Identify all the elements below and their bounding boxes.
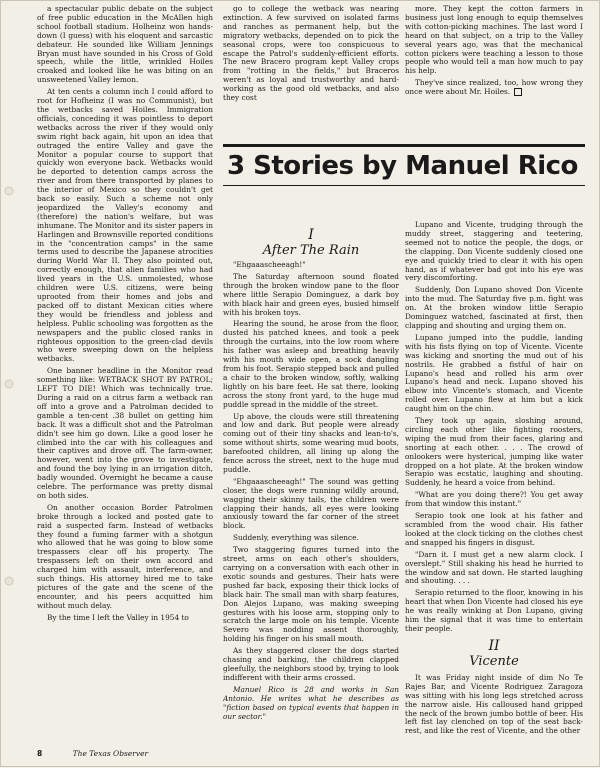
end-mark-icon xyxy=(514,88,522,96)
paragraph: "Ehgaaascheeagh!" xyxy=(233,260,306,269)
publication-name: The Texas Observer xyxy=(72,749,149,758)
paragraph: They took up again, sloshing around, circling each other like fighting roosters, wiping the mud from their faces, glaring and snorting at each other. . . . The crowd of onlookers were hysterical, jumping like water dropped on a hot plate. At the broken window Serapio was ecstatic, laughing and shouting. Suddenly, he heard a voice from behind. xyxy=(405,416,583,488)
paragraph: "Darn it. I must get a new alarm clock. I overslept." Still shaking his head he hurried to the window and sat down. He started laughing and shouting. . . . xyxy=(405,549,583,586)
page-headline: 3 Stories by Manuel Rico xyxy=(227,151,578,181)
paragraph: As they staggered closer the dogs started chasing and barking, the children clapped gleefully, the neighbors stood by, trying to look indifferent with their arms crossed. xyxy=(223,646,399,682)
article-column-2-top xyxy=(223,5,399,140)
paragraph: Serapio took one look at his father and scrambled from the wood chair. His father looked at the clock ticking on the clothes chest and snapped his fingers in disgust. xyxy=(405,511,583,547)
headline-bottom-rule xyxy=(223,185,585,186)
paragraph: One banner headline in the Monitor read something like: WETBACK SHOT BY PATROL; LEFT TO DIE! Which was technically true. During a raid on a citrus farm a wetback ran off into a grove and a Patrolman decided to gamble a ten-cent .38 bullet on getting him back. It was a difficult shot and the Patrolman didn't see him go down. Like a good loser he climbed into the car with his colleagues and their captives and drove off. The farm-owner, however, went into the grove to investigate, and found the boy lying in an irrigation ditch, badly wounded. Overnight he became a cause celebre. The performance was pretty dismal on both sides. xyxy=(37,366,213,500)
story-column-3 xyxy=(405,221,583,743)
story-2-heading xyxy=(405,638,583,670)
page-footer xyxy=(37,749,213,758)
story-1-number: I xyxy=(308,227,314,243)
paragraph: Two staggering figures turned into the street, arms on each other's shoulders, carrying on a conversation with each other in exotic sounds and gestures. Their hats were pushed far back, exposing their thick locks of black hair. The small man with sharp features, Don Alejos Lupano, was making sweeping gestures with his loose arm, stopping only to scratch the large mole on his temple. Vicente Severo was nodding assent thoroughly, holding his finger on his small mouth. xyxy=(223,545,399,644)
paragraph: Serapio returned to the floor, knowing in his heart that when Don Vicente had closed his eye he was really winking at Don Lupano, giving him the signal that it was time to entertain their people. xyxy=(405,588,583,633)
closing-paragraph-text: They've since realized, too, how wrong they once were about Mr. Hoiles. xyxy=(405,78,583,97)
paragraph: It was Friday night inside of dim No Te Rajes Bar, and Vicente Rodriguez Zaragoza was sitting with his long legs stretched across the narrow aisle. His calloused hand gripped the neck of the brown jumbo bottle of beer. His left fist lay clenched on top of the seat back-rest, and like the rest of Vicente, and the other xyxy=(405,672,583,736)
paragraph: Suddenly, everything was silence. xyxy=(233,533,359,543)
paragraph: "What are you doing there?! You get away from that window this instant." xyxy=(405,490,583,509)
paragraph: more. They kept the cotton farmers in business just long enough to equip themselves with cotton-picking machines. The last word I heard on that subject, on a trip to the Valley several years ago, was that the mechanical cotton pickers were teaching a lesson to those people who would tell a man how much to pay his help. xyxy=(405,5,583,76)
paragraph: Lupano and Vicente, trudging through the muddy street, staggering and teetering, seemed not to notice the people, the dogs, or the clapping. Don Vicente suddenly closed one eye and quickly tried to clear it with his open hand, as if whatever bad got into his eye was very discomforting. xyxy=(405,221,583,283)
paragraph xyxy=(405,79,583,97)
paragraph: Up above, the clouds were still threatening and low and dark. But people were already coming out of their tiny shacks and lean-to's, some without shirts, some wearing mud boots, barefooted children, all lining up along the fence across the street, next to the huge mud puddle. xyxy=(223,411,399,474)
author-bio: Manuel Rico is 28 and works in San Antonio. He writes what he describes as "fiction based on typical events that happen in our sector." xyxy=(223,684,399,721)
paragraph: Suddenly, Don Lupano shoved Don Vicente into the mud. The Saturday five p.m. fight was on. At the broken window little Serapio Dominguez watched, fascinated at first, then clapping and shouting and urging them on. xyxy=(405,285,583,330)
paragraph: At ten cents a column inch I could afford to root for Hofheinz (I was no Communist), but the wetbacks saved Hoiles. Immigration officials, conceding it was pointless to deport wetbacks across the river if they would only swim right back again, hit upon an idea that outraged the entire Valley and gave the Monitor a popular course to support that quickly won everyone back. Wetbacks would be deported to detention camps across the river and from there transported by planes to the interior of Mexico so they couldn't get back so easily. Such a scheme not only jeopardized the Valley's economy and (therefore) the nation's welfare, but was inhumane. The Monitor and its sister papers in Harlingen and Brownsville reported conditions in the "concentration camps" in the same terms used to describe the Japanese atrocities during World War II. They also pointed out, correctly enough, that alien families who had lived years in the U.S. unmolested, whose children were U.S. citizens, were being uprooted from their homes and jobs and packed off to distant Mexican cities where they would be friendless and jobless and helpless. Public schooling was forgotten as the newspapers and the public closed ranks in righteous opposition to the green-clad devils who were sweeping down on the helpless wetbacks. xyxy=(37,87,213,364)
article-column-1 xyxy=(37,5,213,743)
story-column-2 xyxy=(223,221,399,743)
story-1-title: After The Rain xyxy=(262,243,360,258)
story-2-title: Vicente xyxy=(469,653,519,669)
paragraph: "Ehgaaascheeagh!" The sound was getting closer, the dogs were running wildly around, wagging their skinny tails, the children were clapping their hands, all eyes were looking anxiously toward the far corner of the street block. xyxy=(223,476,399,531)
story-2-number: II xyxy=(488,637,500,654)
paragraph: Lupano jumped into the puddle, landing with his fists flying on top of Vicente. Vicente was kicking and snorting the mud out of his nostrils. He grabbed a fistful of hair on Lupano's head and rolled his arm over Lupano's head and neck. Lupano shoved his elbow into Vincente's stomach, and Vicente rolled over. Lupano flew at him but a kick caught him on the chin. xyxy=(405,332,583,414)
paragraph: By the time I left the Valley in 1954 to xyxy=(47,612,189,622)
headline-top-rule xyxy=(223,144,585,147)
paragraph: a spectacular public debate on the subject of free public education in the McAllen high school football stadium. Holheinz won hands-down (I guess) with his eloquent and sarcastic debateur. He sounded like William Jennings Bryan must have sounded in his Cross of Gold speech, while the little, wrinkled Hoiles croaked and looked like he was biting on an unsweetened Valley lemon. xyxy=(37,5,213,85)
article-column-3-top xyxy=(405,5,583,135)
paragraph: The Saturday afternoon sound floated through the broken window pane to the floor where little Serapio Dominguez, a dark boy with black hair and green eyes, busied himself with his broken toys. xyxy=(223,271,399,317)
page-number: 8 xyxy=(37,749,43,758)
paragraph: Hearing the sound, he arose from the floor, dusted his patched knees, and took a peek through the curtains, into the low room where his father was asleep and breathing heavily with his mouth wide open, a sock dangling from his foot. Serapio stepped back and pulled a chair to the broken window, softly, walking lightly on his bare feet. He sat there, looking across the stony front yard, to the huge mud puddle spread in the middle of the street. xyxy=(223,319,399,409)
story-1-heading xyxy=(223,227,399,259)
paragraph: go to college the wetback was nearing extinction. A few survived on isolated farms and ranches as permanent help, but the migratory wetbacks, depended on to pick the seasonal crops, were too conspicuous to escape the Patrol's suddenly-efficient efforts. The new Bracero program kept Valley crops from "rotting in the fields," but Braceros weren't as loyal and trustworthy and hard-working as the good old wetbacks, and also they cost xyxy=(223,5,399,103)
paragraph: On another occasion Border Patrolmen broke through a locked and posted gate to raid a suspected farm. Instead of wetbacks they found a fuming farmer with a shotgun who allowed that he was going to blow some trespassers clear off his property. The trespassers left on their own accord and charged him with assault, interference, and such things. His attorney hired me to take pictures of the gate and the scene of the encounter, and his peers acquitted him without much delay. xyxy=(37,502,213,610)
